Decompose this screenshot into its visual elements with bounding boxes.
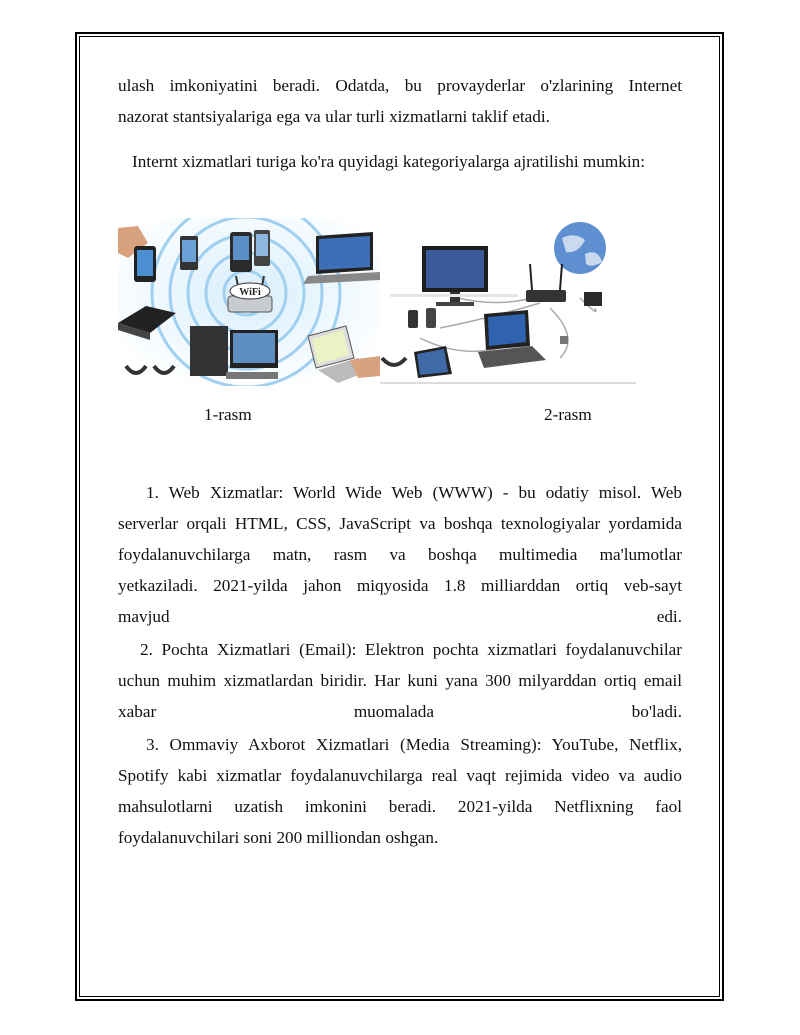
list-item-1-line-5: mavjud edi. <box>118 607 682 626</box>
list-item-1-line-4: yetkaziladi. 2021-yilda jahon miqyosida 1.8 milliarddan ortiq veb-sayt <box>118 576 682 595</box>
list-item-1-line-2: serverlar orqali HTML, CSS, JavaScript va boshqa texnologiyalar yordamida <box>118 514 682 533</box>
figure-2-network-devices <box>380 218 636 386</box>
figure-1-wireless-devices <box>118 218 380 386</box>
list-item-3-line-4: foydalanuvchilari soni 200 milliondan oshgan. <box>118 828 439 847</box>
list-item-3-line-2: Spotify kabi xizmatlar foydalanuvchilarga real vaqt rejimida video va audio <box>118 766 682 785</box>
intro-line-2: nazorat stantsiyalariga ega va ular turli xizmatlarni taklif etadi. <box>118 107 550 126</box>
list-item-3-line-3: mahsulotlarni uzatish imkonini beradi. 2021-yilda Netflixning faol <box>118 797 682 816</box>
figure-2-caption: 2-rasm <box>544 405 592 424</box>
list-item-3-line-1: 3. Ommaviy Axborot Xizmatlari (Media Streaming): YouTube, Netflix, <box>146 735 682 754</box>
intro-line-1: ulash imkoniyatini beradi. Odatda, bu provayderlar o'zlarining Internet <box>118 76 682 95</box>
list-item-1-line-1: 1. Web Xizmatlar: World Wide Web (WWW) - bu odatiy misol. Web <box>146 483 682 502</box>
list-item-2-line-3: xabar muomalada bo'ladi. <box>118 702 682 721</box>
wifi-logo-text: WiFi <box>239 287 261 298</box>
categories-intro: Internt xizmatlari turiga ko'ra quyidagi kategoriyalarga ajratilishi mumkin: <box>132 152 645 171</box>
figure-1-caption: 1-rasm <box>204 405 252 424</box>
list-item-1-line-3: foydalanuvchilarga matn, rasm va boshqa multimedia ma'lumotlar <box>118 545 682 564</box>
list-item-2-line-1: 2. Pochta Xizmatlari (Email): Elektron pochta xizmatlari foydalanuvchilar <box>140 640 682 659</box>
list-item-2-line-2: uchun muhim xizmatlardan biridir. Har kuni yana 300 milyarddan ortiq email <box>118 671 682 690</box>
